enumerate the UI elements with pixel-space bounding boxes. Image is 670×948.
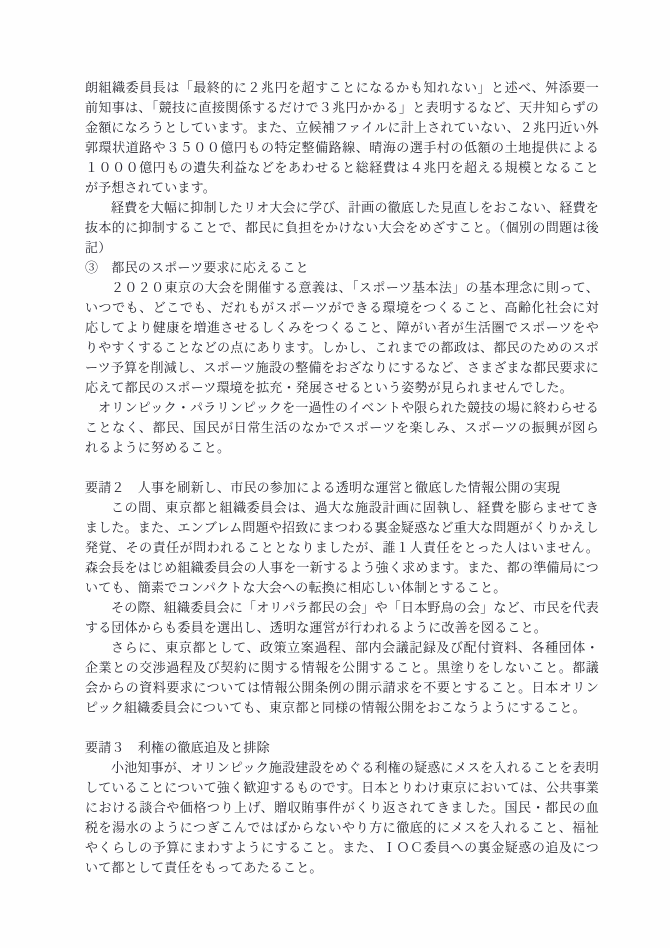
blank-line <box>85 458 599 478</box>
paragraph-personnel-renewal: この間、東京都と組織委員会は、過大な施設計画に固執し、経費を膨らませてきました。また、エンブレム問題や招致にまつわる裏金疑惑など重大な問題がくりかえし発覚、その責任が問われることとなりましたが、誰１人責任をとった人はいません。森会長をはじめ組織委員会の人事を一新するよう強く求めます。また、都の準備局についても、簡素でコンパクトな大会への転換に相応しい体制とすること。 <box>85 500 599 595</box>
heading-request-3: 要請３ 利権の徹底追及と排除 <box>85 740 270 755</box>
paragraph-olympics-everyday-sports: オリンピック・パラリンピックを一過性のイベントや限られた競技の場に終わらせることなく、都民、国民が日常生活のなかでスポーツを楽しみ、スポーツの振興が図られるように努めること。 <box>85 400 599 455</box>
paragraph-information-disclosure: さらに、東京都として、政策立案過程、部内会議記録及び配付資料、各種団体・企業との交渉過程及び契約に関する情報を公開すること。黒塗りをしないこと。都議会からの資料要求については情報公開条例の開示請求を不要とすること。日本オリンピック組織委員会についても、東京都と同様の情報公開をおこなうようにすること。 <box>85 640 599 715</box>
paragraph-sports-significance: ２０２０東京の大会を開催する意義は、「スポーツ基本法」の基本理念に則って、いつでも、どこでも、だれもがスポーツができる環境をつくること、高齢化社会に対応してより健康を増進させるしくみをつくること、障がい者が生活圏でスポーツをやりやすくすることなどの点にあります。しかし、これまでの都政は、都民のためのスポーツ予算を削減し、スポーツ施設の整備をおざなりにするなど、さまざまな都民要求に応えて都民のスポーツ環境を拡充・発展させるという姿勢が見られませんでした。 <box>85 280 599 395</box>
heading-request-2: 要請２ 人事を刷新し、市民の参加による透明な運営と徹底した情報公開の実現 <box>85 480 561 495</box>
heading-item-3-sports-demand: ③ 都民のスポーツ要求に応えること <box>85 260 309 275</box>
paragraph-corruption-probe: 小池知事が、オリンピック施設建設をめぐる利権の疑惑にメスを入れることを表明していることについて強く歓迎するものです。日本とりわけ東京においては、公共事業における談合や価格つり上げ、贈収賄事件がくり返されてきました。国民・都民の血税を湯水のようにつぎこんではばからないやり方に徹底的にメスを入れること、福祉やくらしの予算にまわすようにすること。また、ＩＯＣ委員への裏金疑惑の追及について都として責任をもってあたること。 <box>85 760 599 875</box>
paragraph-cost-estimate: 朗組織委員長は「最終的に２兆円を超すことになるかも知れない」と述べ、舛添要一前知事は、「競技に直接関係するだけで３兆円かかる」と表明するなど、天井知らずの金額になろうとしています。また、立候補ファイルに計上されていない、２兆円近い外郭環状道路や３５００億円もの特定整備路線、晴海の選手村の低額の土地提供による１０００億円もの遺失利益などをあわせると総経費は４兆円を超える規模となることが予想されています。 <box>85 80 599 195</box>
document-content <box>85 78 599 878</box>
paragraph-citizen-committee-members: その際、組織委員会に「オリパラ都民の会」や「日本野鳥の会」など、市民を代表する団体からも委員を選出し、透明な運営が行われるように改善を図ること。 <box>85 600 600 635</box>
blank-line <box>85 718 599 738</box>
paragraph-cost-restraint: 経費を大幅に抑制したリオ大会に学び、計画の徹底した見直しをおこない、経費を抜本的に抑制することで、都民に負担をかけない大会をめざすこと。（個別の問題は後記） <box>85 200 599 255</box>
